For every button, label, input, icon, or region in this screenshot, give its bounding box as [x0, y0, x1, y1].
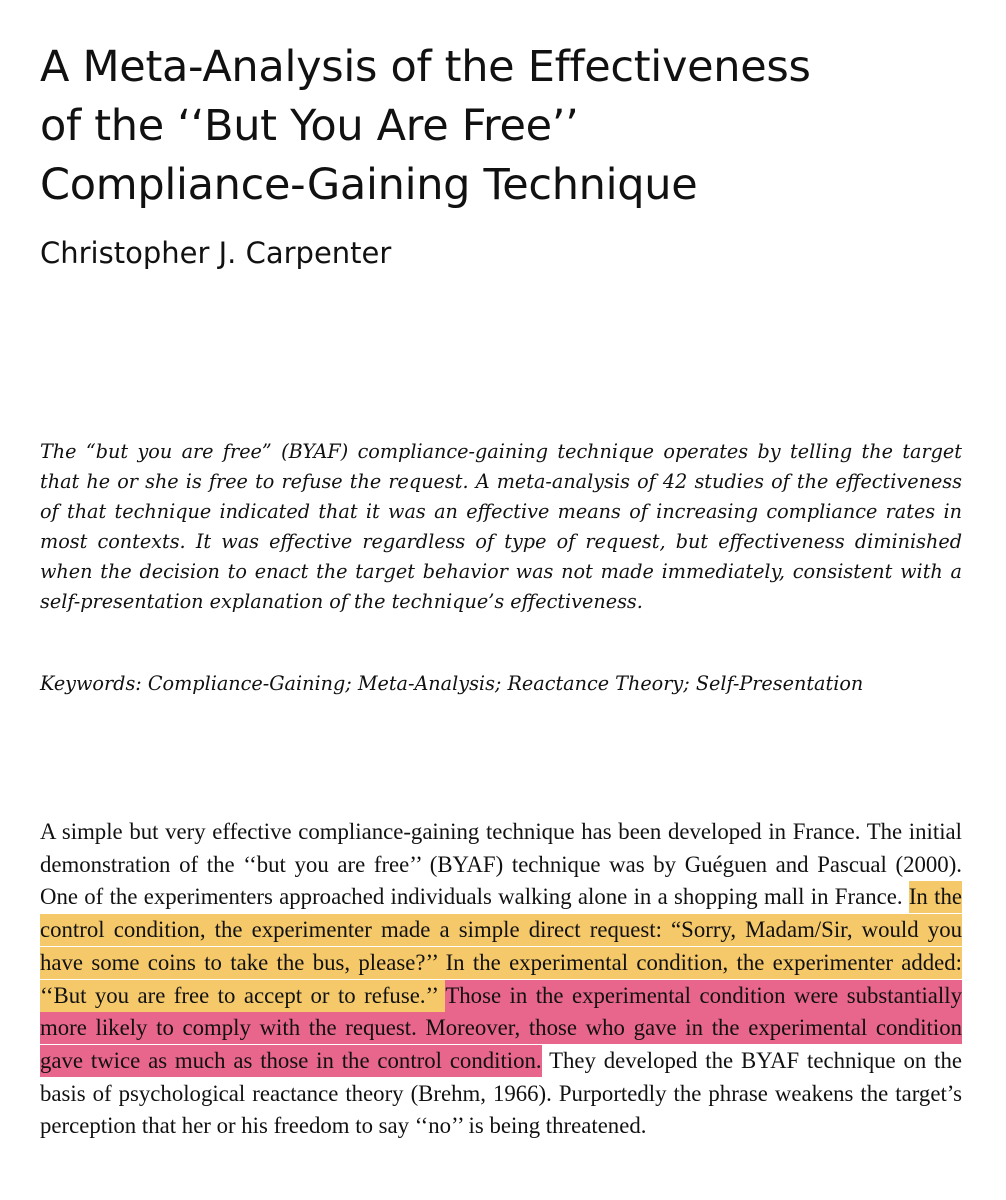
abstract: The “but you are free” (BYAF) compliance-gaining technique operates by telling the target that he or she is free to refuse the request. A meta-analysis of 42 studies of the effectiveness of that technique indicated that it was an effective means of increasing compliance rates in most contexts. It was effective regardless of type of request, but effectiveness diminished when the decision to enact the target behavior was not made immediately, consistent with a self-presentation explanation of the technique’s effectiveness. [40, 440, 962, 613]
yellow-highlight[interactable]: In the control condition, the experimenter made a simple direct request: “Sorry, Madam/Sir, would you have some coins to take the bus, please?’’ In the experimental condition, the experimenter added: ‘‘But you are free to accept or to refuse.’’ [40, 881, 962, 1011]
author-name: Christopher J. Carpenter [40, 236, 392, 270]
article-title [40, 38, 980, 215]
body-outro-text: They developed the BYAF technique on the basis of psychological reactance theory (Brehm, 1966). Purportedly the phrase weakens the target’s perception that her or his freedom to say ‘‘no’’ is being threatened. [40, 1047, 962, 1139]
body-paragraph [40, 816, 962, 1143]
keywords: Keywords: Compliance-Gaining; Meta-Analysis; Reactance Theory; Self-Presentation [40, 672, 864, 695]
body-intro-text: A simple but very effective compliance-gaining technique has been developed in France. The initial demonstration of the ‘‘but you are free’’ (BYAF) technique was by Guéguen and Pascual (2000). One of the experimenters approached individuals walking alone in a shopping mall in France. [40, 819, 962, 910]
pink-highlight[interactable]: Those in the experimental condition were substantially more likely to comply with the request. Moreover, those who gave in the experimental condition gave twice as much as those in the control condition. [40, 980, 962, 1077]
title-line: of the ‘‘But You Are Free’’ [40, 101, 579, 151]
title-line: Compliance-Gaining Technique [40, 160, 698, 210]
title-line: A Meta-Analysis of the Effectiveness [40, 42, 811, 92]
